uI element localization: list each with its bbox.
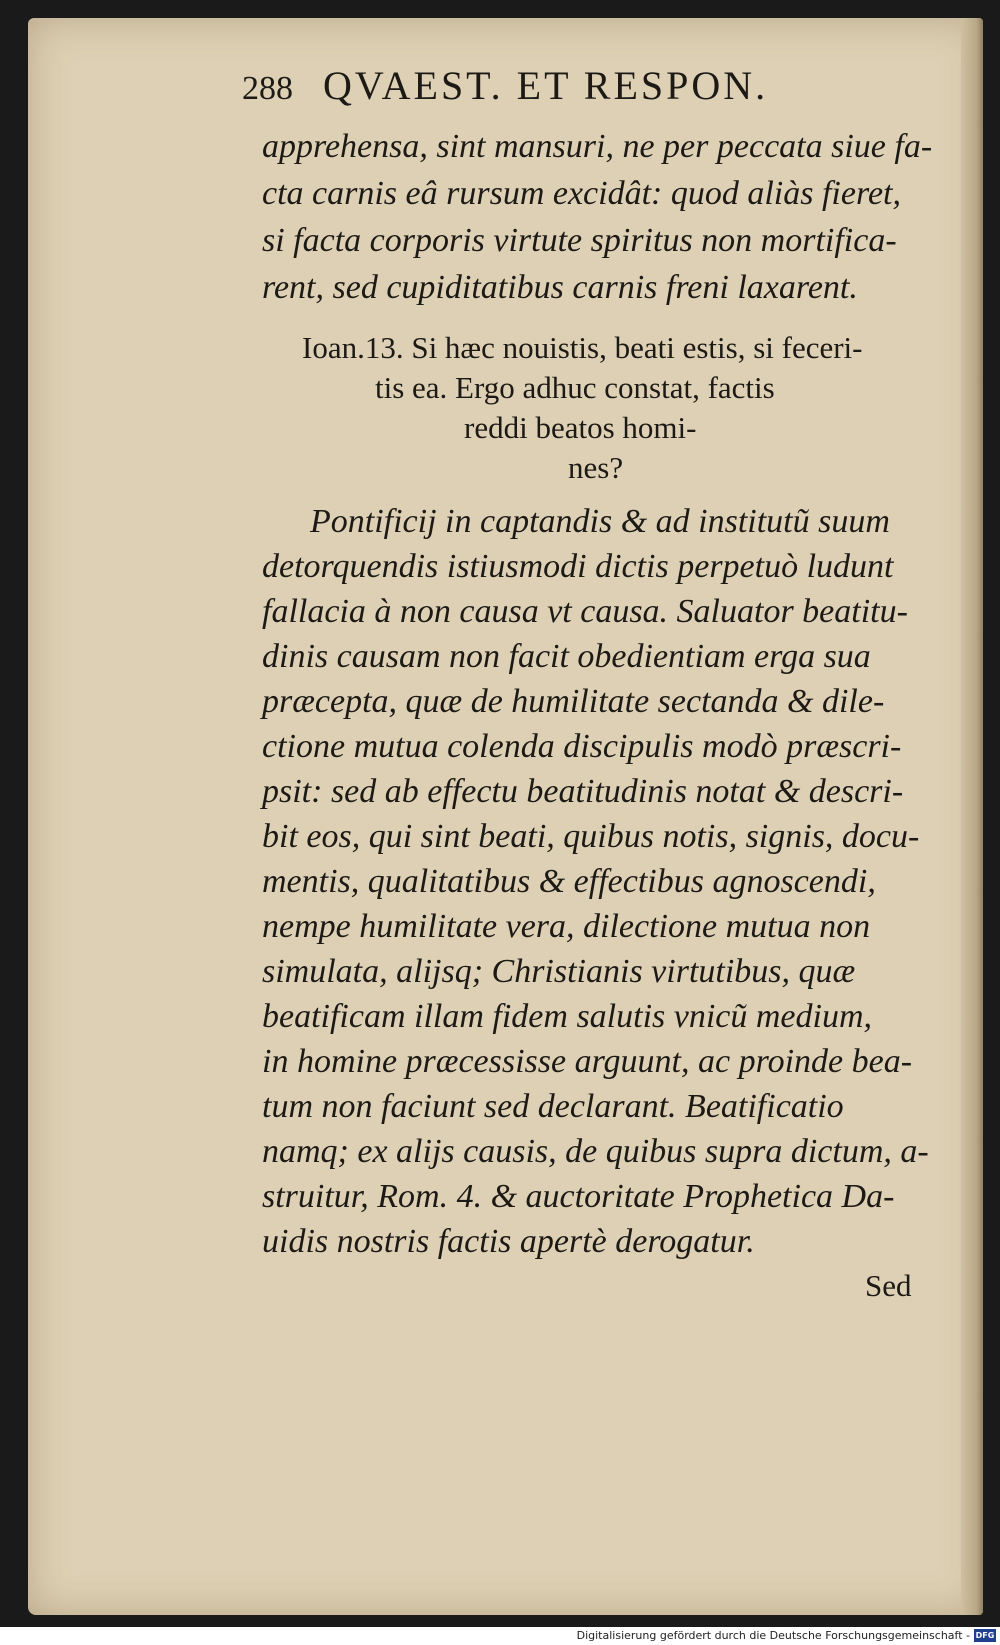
- text-line: cta carnis eâ rursum excidât: quod aliàs fieret,: [262, 175, 901, 212]
- answer-line: detorquendis istiusmodi dictis perpetuò ludunt: [262, 548, 894, 585]
- answer-line: uidis nostris factis apertè derogatur.: [262, 1223, 755, 1260]
- answer-line: psit: sed ab effectu beatitudinis notat & descri-: [262, 773, 904, 810]
- answer-line: beatificam illam fidem salutis vnicũ medium,: [262, 998, 873, 1035]
- question-line: reddi beatos homi-: [464, 410, 697, 445]
- catchword: Sed: [865, 1268, 912, 1303]
- running-title: QVAEST. ET RESPON.: [323, 63, 769, 108]
- answer-line: struitur, Rom. 4. & auctoritate Prophetica Da-: [262, 1178, 895, 1215]
- page-number: 288: [242, 70, 293, 107]
- answer-line: ctione mutua colenda discipulis modò præscri-: [262, 728, 902, 765]
- answer-line: tum non faciunt sed declarant. Beatificatio: [262, 1088, 844, 1125]
- running-header: [242, 62, 768, 109]
- question-line: Ioan.13. Si hæc nouistis, beati estis, si feceri-: [302, 330, 863, 365]
- page-gutter: [961, 18, 983, 1615]
- answer-line: nempe humilitate vera, dilectione mutua non: [262, 908, 871, 945]
- text-line: rent, sed cupiditatibus carnis freni laxarent.: [262, 269, 858, 306]
- answer-line: in homine præcessisse arguunt, ac proinde bea-: [262, 1043, 913, 1080]
- answer-line: namq; ex alijs causis, de quibus supra dictum, a-: [262, 1133, 929, 1170]
- answer-line: fallacia à non causa vt causa. Saluator beatitu-: [262, 593, 908, 630]
- dfg-logo: DFG: [975, 1631, 995, 1640]
- question-line: tis ea. Ergo adhuc constat, factis: [375, 370, 775, 405]
- answer-line: Pontificij in captandis & ad institutũ suum: [310, 503, 890, 540]
- text-line: apprehensa, sint mansuri, ne per peccata siue fa-: [262, 128, 933, 165]
- question-line: nes?: [568, 450, 624, 485]
- answer-line: dinis causam non facit obedientiam erga sua: [262, 638, 871, 675]
- answer-line: præcepta, quæ de humilitate sectanda & dile-: [262, 683, 885, 720]
- answer-line: mentis, qualitatibus & effectibus agnoscendi,: [262, 863, 876, 900]
- digitization-credit: Digitalisierung gefördert durch die Deutsche Forschungsgemeinschaft -: [576, 1629, 970, 1642]
- text-line: si facta corporis virtute spiritus non mortifica-: [262, 222, 897, 259]
- answer-line: simulata, alijsq; Christianis virtutibus, quæ: [262, 953, 856, 990]
- answer-line: bit eos, qui sint beati, quibus notis, signis, docu-: [262, 818, 920, 855]
